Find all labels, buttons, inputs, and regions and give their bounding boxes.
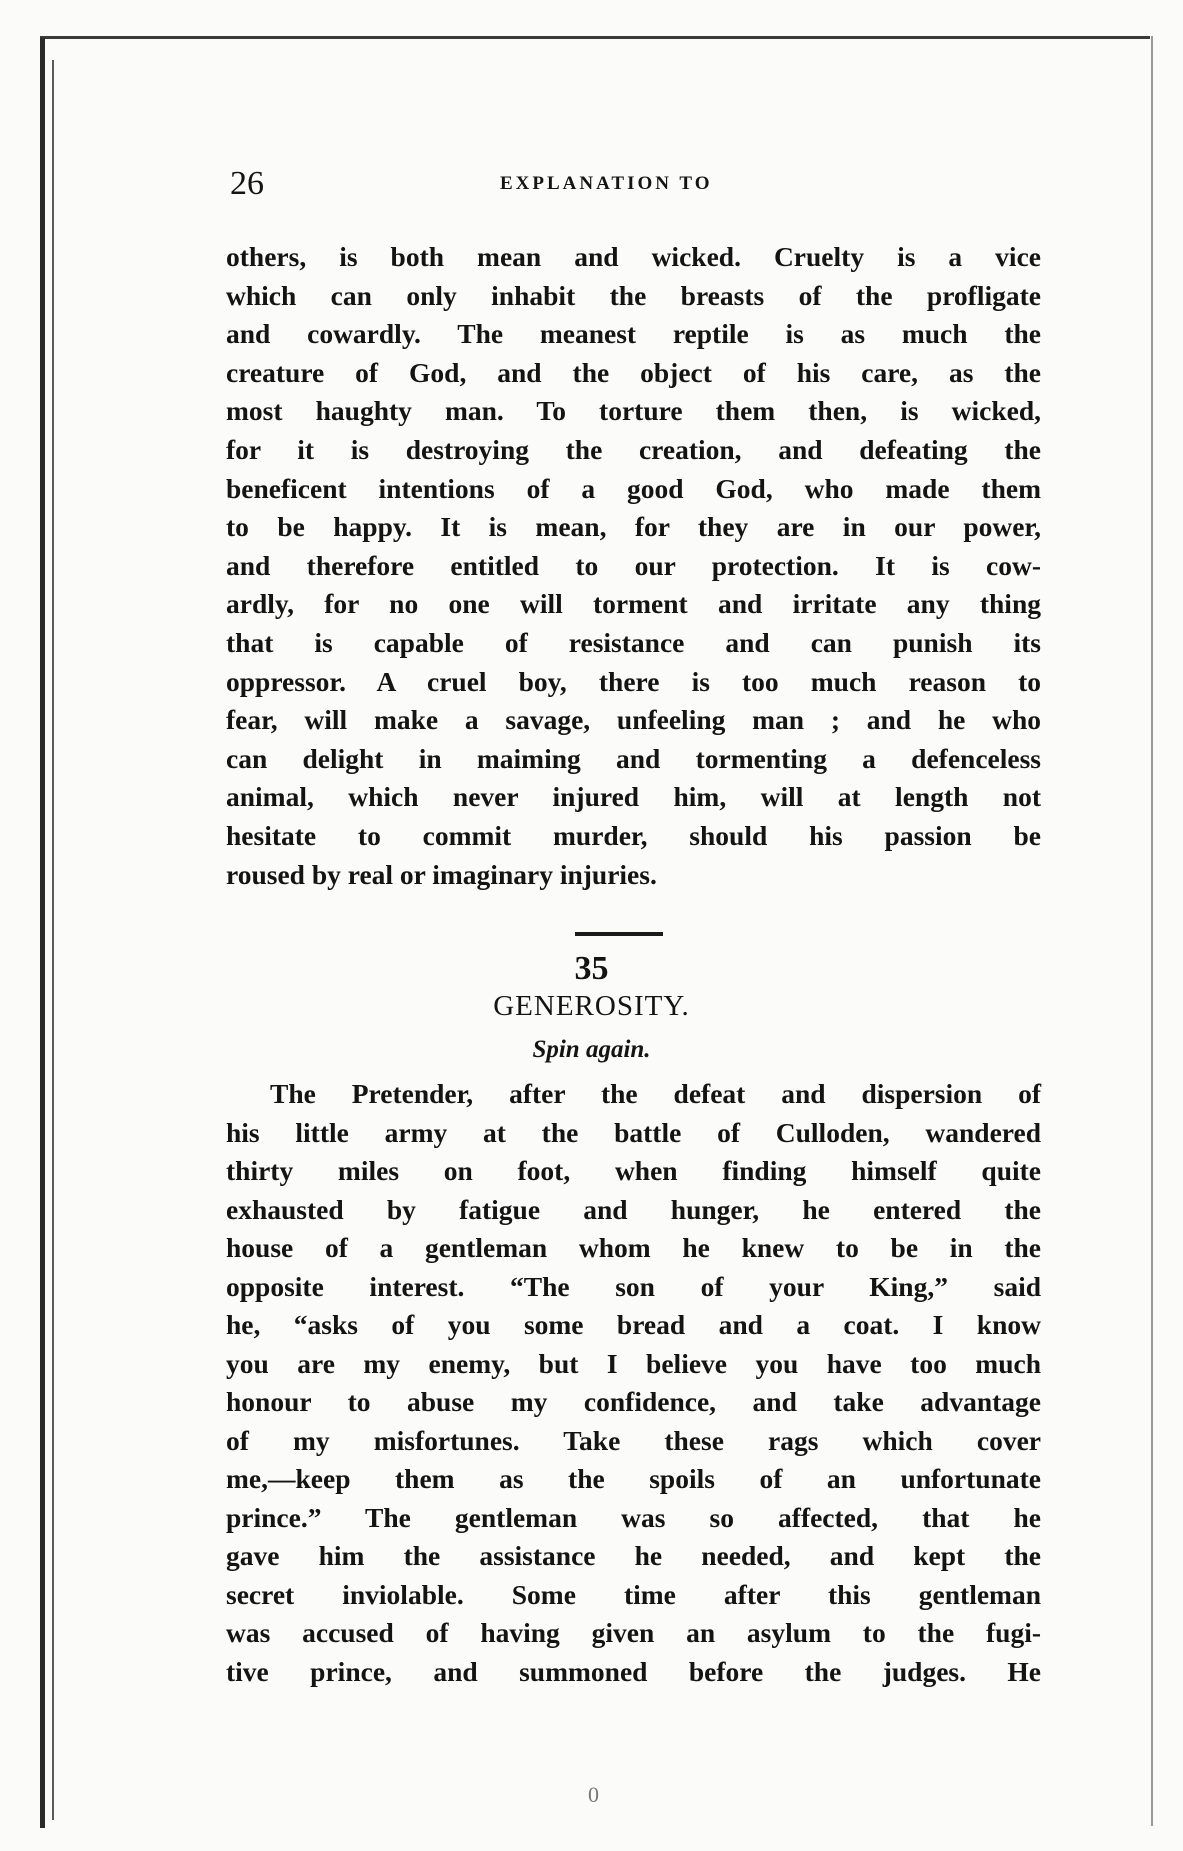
- page-number: 26: [230, 165, 264, 202]
- text-line: opposite interest. “The son of your King,” said: [226, 1270, 1041, 1302]
- text-line: for it is destroying the creation, and defeating the: [226, 433, 1041, 465]
- section-subtitle: Spin again.: [532, 1036, 651, 1063]
- text-line: The Pretender, after the defeat and dispersion of: [270, 1078, 1041, 1109]
- text-line: to be happy. It is mean, for they are in our power,: [226, 511, 1041, 543]
- text-line: exhausted by fatigue and hunger, he entered the: [226, 1193, 1041, 1225]
- section-divider-rule: [575, 932, 663, 936]
- text-line: others, is both mean and wicked. Cruelty is a vice: [226, 241, 1041, 272]
- text-line: secret inviolable. Some time after this gentleman: [226, 1578, 1041, 1610]
- running-head: EXPLANATION TO: [500, 173, 713, 194]
- left-inner-rule: [52, 60, 54, 1820]
- text-line: can delight in maiming and tormenting a defenceless: [226, 742, 1041, 774]
- text-line: thirty miles on foot, when finding himself quite: [226, 1155, 1041, 1186]
- text-line: you are my enemy, but I believe you have too much: [226, 1347, 1041, 1379]
- text-line: oppressor. A cruel boy, there is too much reason to: [226, 665, 1041, 697]
- text-line: me,—keep them as the spoils of an unfortunate: [226, 1463, 1041, 1494]
- section-number: 35: [574, 950, 609, 987]
- right-border-rule: [1151, 36, 1153, 1826]
- text-line: animal, which never injured him, will at length not: [226, 781, 1041, 813]
- page-header: [230, 165, 1050, 205]
- text-line: which can only inhabit the breasts of the profligate: [226, 279, 1041, 311]
- text-line: and cowardly. The meanest reptile is as much the: [226, 318, 1041, 350]
- text-line: hesitate to commit murder, should his passion be: [226, 819, 1041, 851]
- text-line: prince.” The gentleman was so affected, that he: [226, 1501, 1041, 1533]
- text-line: gave him the assistance he needed, and kept the: [226, 1540, 1041, 1571]
- text-line: and therefore entitled to our protection. It is cow-: [226, 549, 1041, 581]
- text-line: that is capable of resistance and can punish its: [226, 626, 1041, 658]
- text-line: most haughty man. To torture them then, is wicked,: [226, 395, 1041, 427]
- text-line: creature of God, and the object of his care, as the: [226, 356, 1041, 388]
- text-line: honour to abuse my confidence, and take advantage: [226, 1386, 1041, 1417]
- text-line: beneficent intentions of a good God, who made them: [226, 472, 1041, 504]
- top-border-rule: [40, 36, 1150, 39]
- text-line: of my misfortunes. Take these rags which cover: [226, 1424, 1041, 1456]
- left-border-rule: [40, 38, 45, 1828]
- section-34-continued-text: [226, 238, 1041, 894]
- text-line: house of a gentleman whom he knew to be in the: [226, 1232, 1041, 1263]
- text-line: tive prince, and summoned before the judges. He: [226, 1655, 1041, 1687]
- text-line: fear, will make a savage, unfeeling man ; and he who: [226, 704, 1041, 736]
- text-line: ardly, for no one will torment and irritate any thing: [226, 588, 1041, 620]
- text-line: he, “asks of you some bread and a coat. I know: [226, 1309, 1041, 1340]
- text-line: roused by real or imaginary injuries.: [226, 858, 657, 890]
- section-title: GENEROSITY.: [493, 990, 690, 1022]
- footer-mark: 0: [588, 1782, 599, 1807]
- section-35-text: [226, 1075, 1041, 1691]
- text-line: his little army at the battle of Culloden, wandered: [226, 1116, 1041, 1148]
- text-line: was accused of having given an asylum to the fugi-: [226, 1617, 1041, 1648]
